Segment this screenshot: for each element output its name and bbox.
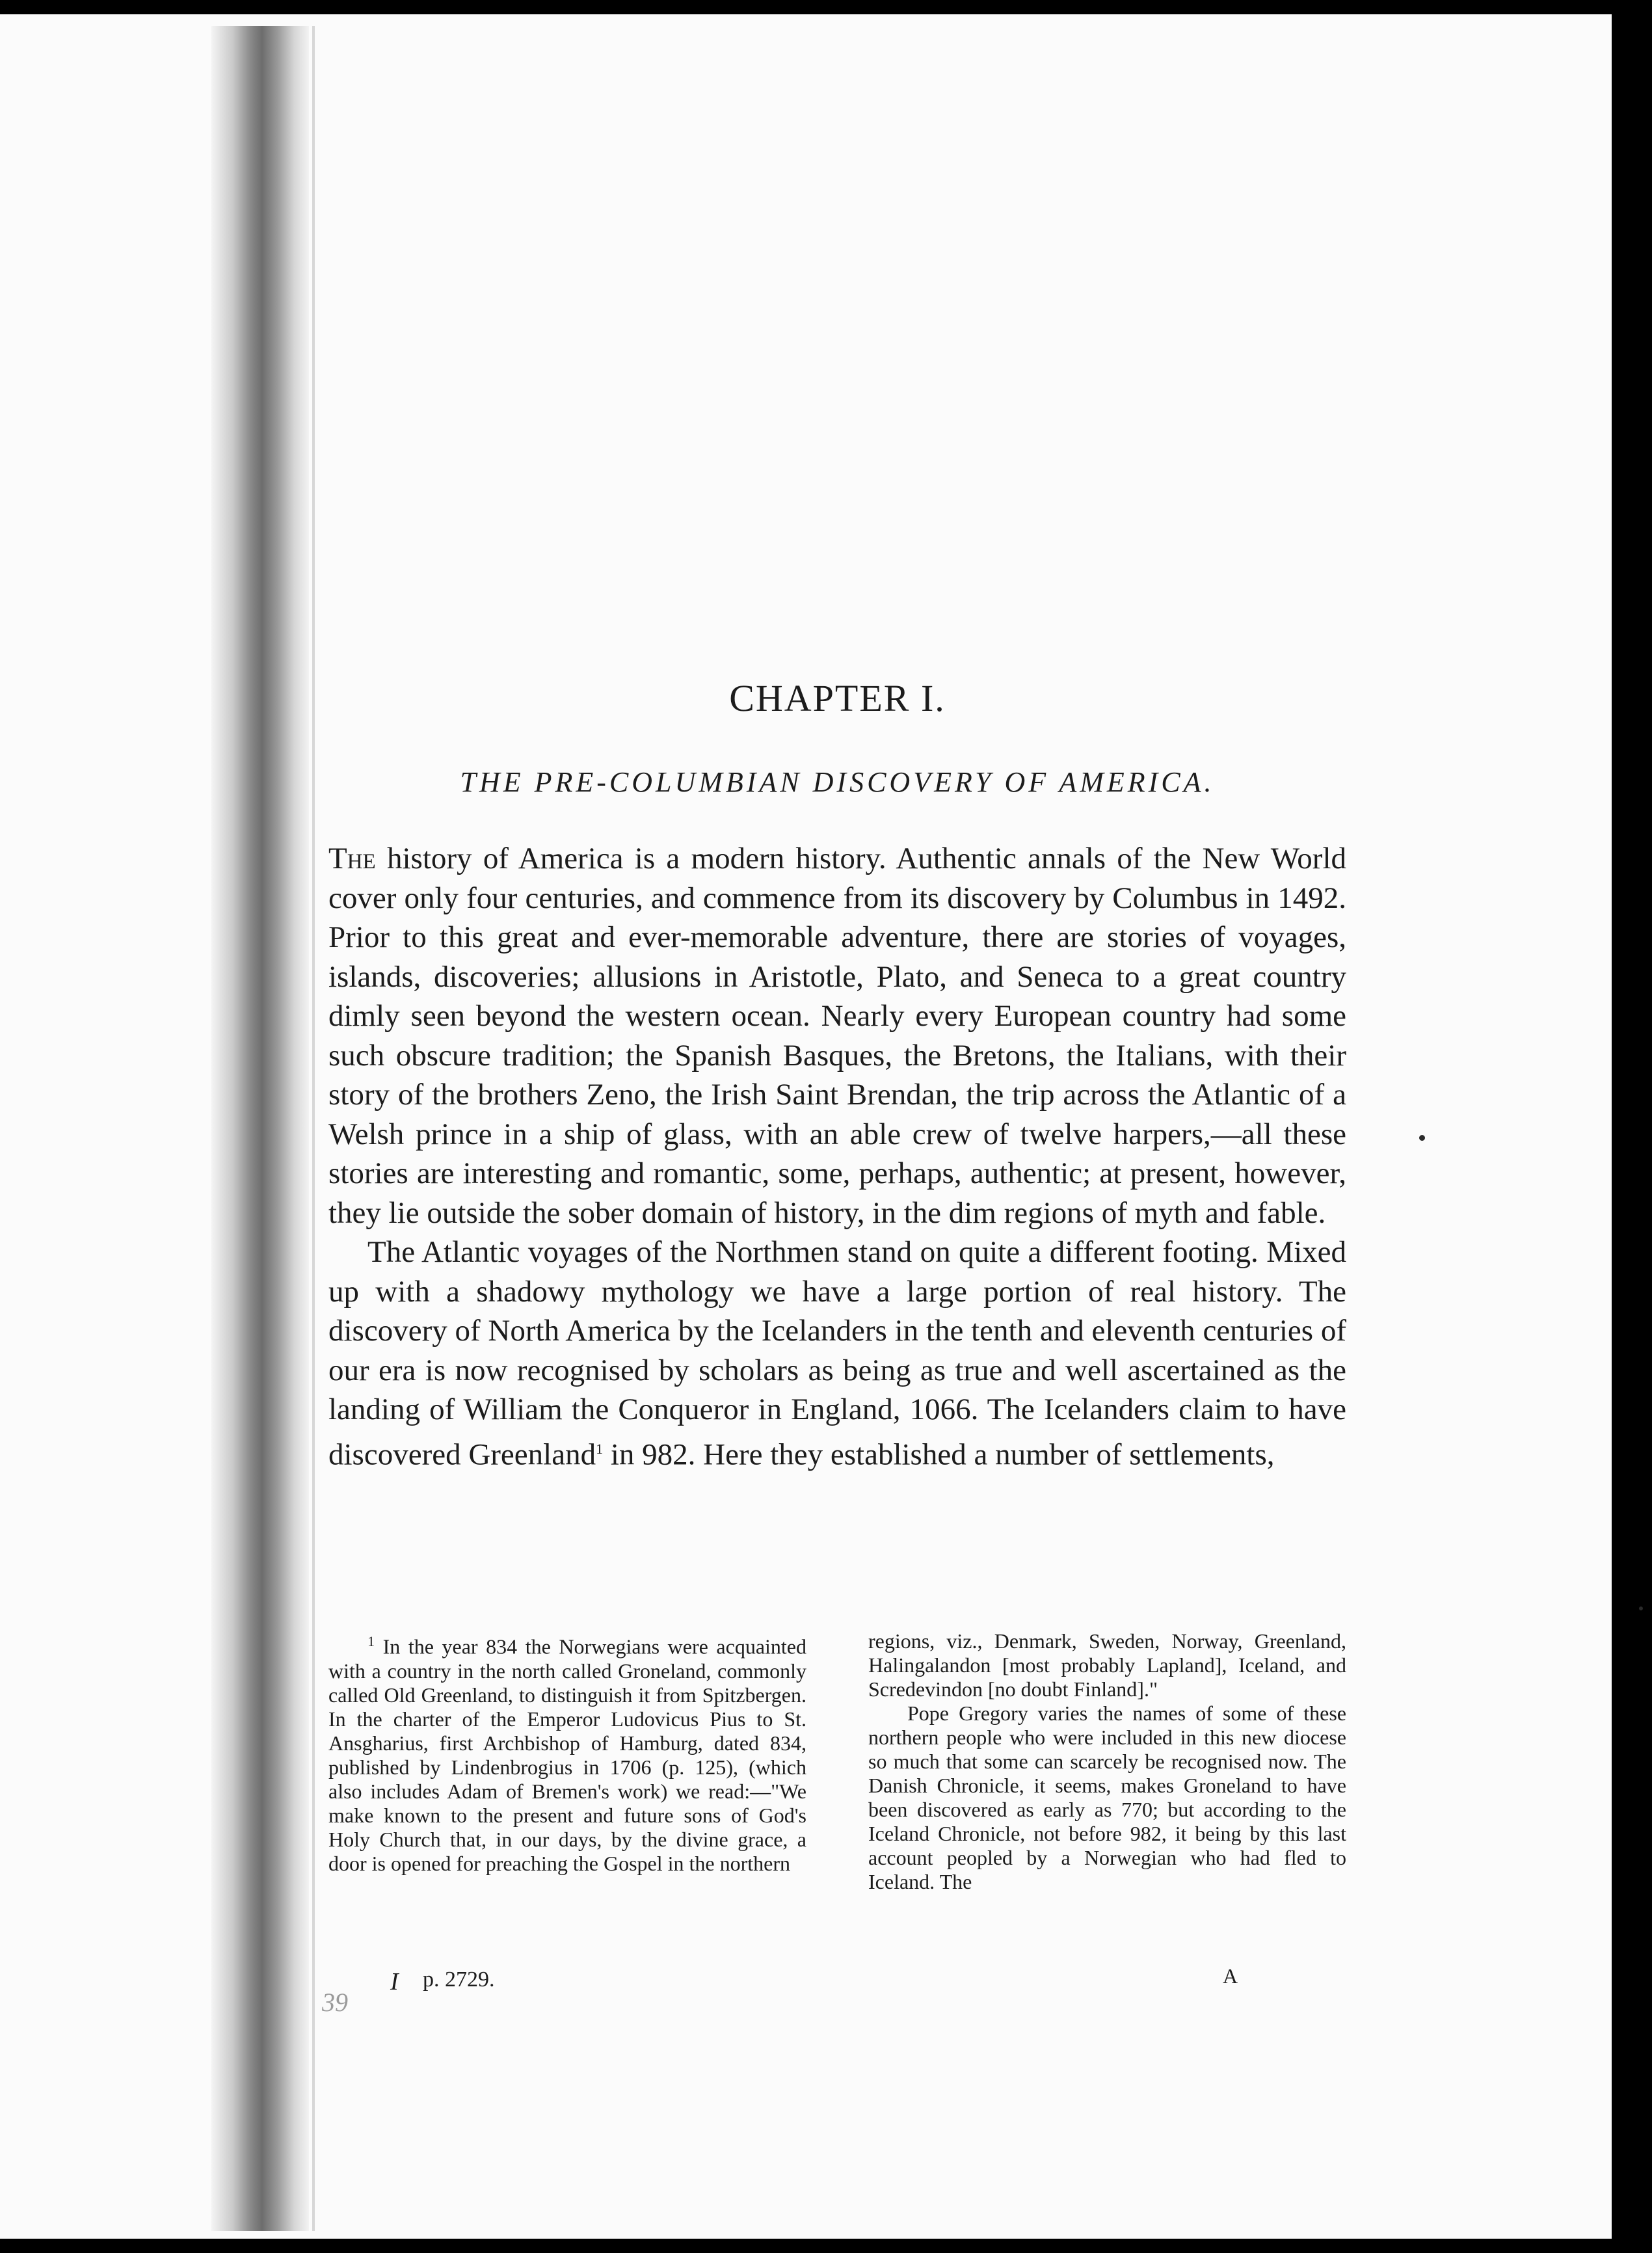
footnote-column-right	[868, 1629, 1346, 1894]
footnote-reference-1: 1	[596, 1440, 604, 1457]
signature-letter: A	[1223, 1964, 1238, 1988]
signature-mark: I	[390, 1968, 399, 1995]
footnote-1-continued: regions, viz., Denmark, Sweden, Norway, Greenland, Halingalandon [most probably Lapland], Iceland, and Scredevindon [no doubt Finland]."	[868, 1629, 1346, 1701]
paragraph-1	[328, 839, 1346, 1233]
footnote-1	[328, 1629, 806, 1876]
main-text-block	[328, 676, 1346, 1474]
footnote-1-continued-paragraph: Pope Gregory varies the names of some of these northern people who were included in this new diocese so much that some can scarcely be recognised now. The Danish Chronicle, it seems, makes Groneland to have been discovered as early as 770; but according to the Iceland Chronicle, not before 982, it being by this last account peopled by a Norwegian who had fled to Iceland. The	[868, 1701, 1346, 1893]
footnote-1-text: In the year 834 the Norwegians were acquainted with a country in the north called Groneland, commonly called Old Greenland, to distinguish it from Spitzbergen. In the charter of the Emperor Ludovicus Pius to St. Ansgharius, first Archbishop of Hamburg, dated 834, published by Lindenbrogius in 1706 (p. 125), (which also includes Adam of Bremen's work) we read:—"We make known to the present and future sons of God's Holy Church that, in our days, by the divine grace, a door is opened for preaching the Gospel in the northern	[328, 1634, 806, 1875]
paragraph-1-lead-word: The	[328, 842, 376, 875]
paragraph-1-text: history of America is a modern history. Authentic annals of the New World cover only four centuries, and commence from its discovery by Columbus in 1492. Prior to this great and ever-memorable adventure, there are stories of voyages, islands, discoveries; allusions in Aristotle, Plato, and Seneca to a great country dimly seen beyond the western ocean. Nearly every European country had some such obscure tradition; the Spanish Basques, the Bretons, the Italians, with their story of the brothers Zeno, the Irish Saint Brendan, the trip across the Atlantic of a Welsh prince in a ship of glass, with an able crew of twelve harpers,—all these stories are interesting and romantic, some, perhaps, authentic; at present, however, they lie outside the sober domain of history, in the dim regions of myth and fable.	[328, 842, 1346, 1230]
scan-speck	[1419, 1135, 1425, 1141]
pencil-note: 39	[322, 1988, 348, 2017]
paragraph-2	[328, 1233, 1346, 1474]
paragraph-2-text-before-note: The Atlantic voyages of the Northmen stand on quite a different footing. Mixed up with a shadowy mythology we have a large portion of real history. The discovery of North America by the Icelanders in the tenth and eleventh centuries of our era is now recognised by scholars as being as true and well ascertained as the landing of William the Conqueror in England, 1066. The Icelanders claim to have discovered Greenland	[328, 1235, 1346, 1472]
footnote-column-left	[328, 1629, 806, 1894]
chapter-title: THE PRE-COLUMBIAN DISCOVERY OF AMERICA.	[460, 766, 1215, 798]
chapter-heading: CHAPTER I.	[729, 677, 946, 719]
signature-page-reference: p. 2729.	[423, 1967, 495, 1992]
footnote-1-marker: 1	[367, 1633, 375, 1649]
gutter-edge	[312, 26, 315, 2231]
binding-gutter	[211, 26, 309, 2231]
scan-speck	[1639, 1606, 1643, 1610]
paragraph-2-text-after-note: in 982. Here they established a number of settlements,	[603, 1437, 1275, 1472]
footnotes	[328, 1629, 1346, 1894]
